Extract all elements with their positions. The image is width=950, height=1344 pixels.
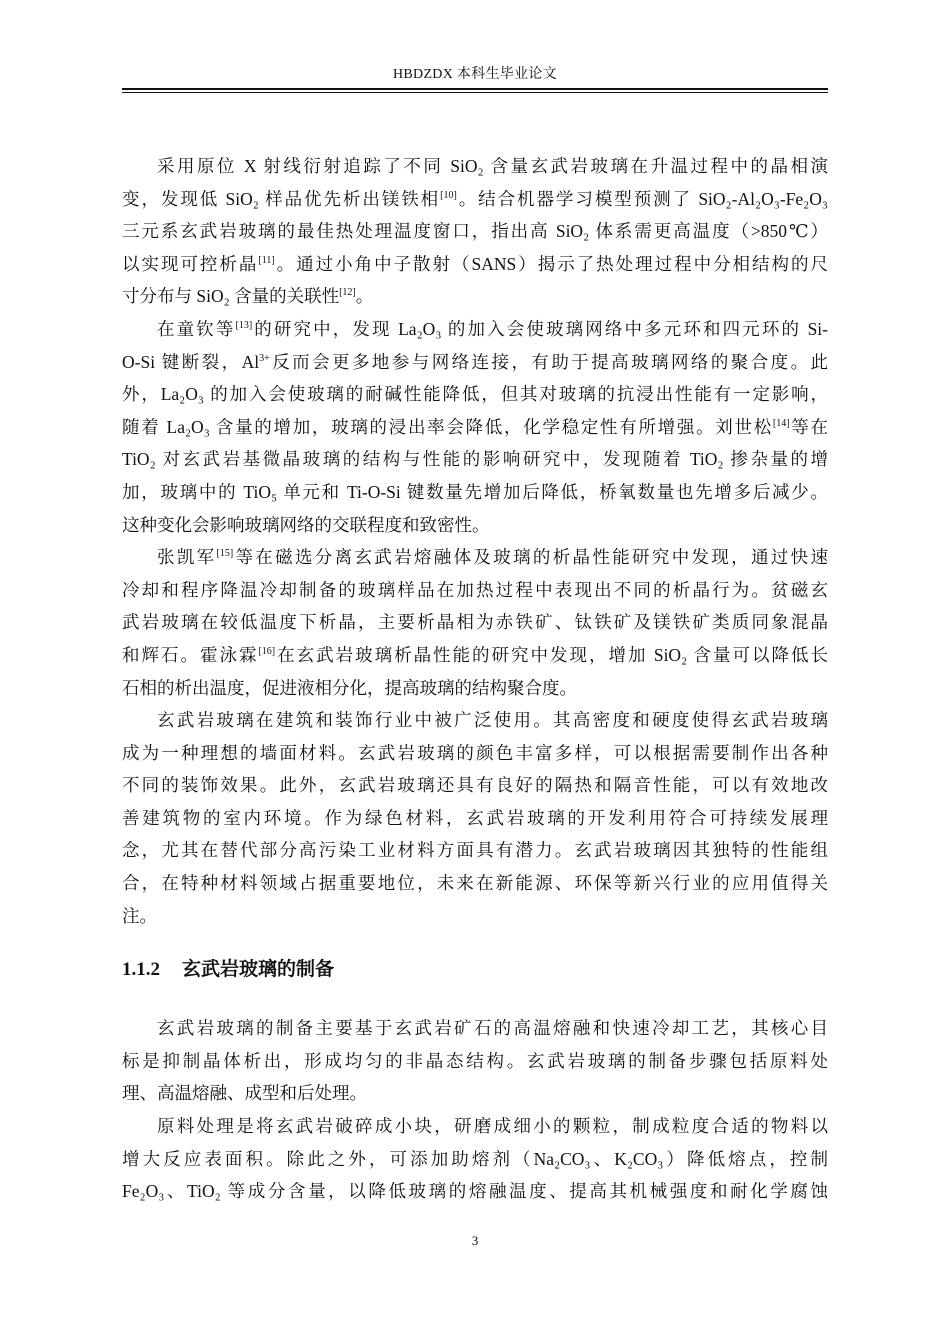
text-line: 理、高温熔融、成型和后处理。 (122, 1083, 367, 1104)
text-line: 随着 La₂O₃ 含量的增加，玻璃的浸出率会降低，化学稳定性有所增强。刘世松[14]等在 (122, 416, 829, 437)
paragraph (122, 704, 828, 932)
text-line: 原料处理是将玄武岩破碎成小块，研磨成细小的颗粒，制成粒度合适的物料以 (157, 1116, 828, 1137)
paragraph (122, 150, 828, 313)
text-line: 善建筑物的室内环境。作为绿色材料，玄武岩玻璃的开发利用符合可持续发展理 (122, 807, 828, 828)
text-line: 玄武岩玻璃在建筑和装饰行业中被广泛使用。其高密度和硬度使得玄武岩玻璃 (157, 710, 828, 731)
text-line: 以实现可控析晶[11]。通过小角中子散射（SANS）揭示了热处理过程中分相结构的尺 (122, 253, 828, 274)
text-line: 冷却和程序降温冷却制备的玻璃样品在加热过程中表现出不同的析晶行为。贫磁玄 (122, 579, 828, 600)
text-line: 张凯军[15]等在磁选分离玄武岩熔融体及玻璃的析晶性能研究中发现，通过快速 (157, 547, 828, 568)
text-line: 不同的装饰效果。此外，玄武岩玻璃还具有良好的隔热和隔音性能，可以有效地改 (122, 775, 828, 796)
text-line: 在童钦等[13]的研究中，发现 La₂O₃ 的加入会使玻璃网络中多元环和四元环的 Si- (157, 318, 829, 339)
text-line: 增大反应表面积。除此之外，可添加助熔剂（Na₂CO₃、K₂CO₃）降低熔点，控制 (122, 1148, 828, 1169)
text-line: 石相的析出温度，促进液相分化，提高玻璃的结构聚合度。 (122, 677, 577, 698)
page-number: 3 (471, 1233, 479, 1248)
text-line: 念，尤其在替代部分高污染工业材料方面具有潜力。玄武岩玻璃因其独特的性能组 (122, 840, 828, 861)
header-rule-thick (122, 88, 828, 90)
text-line: 标是抑制晶体析出，形成均匀的非晶态结构。玄武岩玻璃的制备步骤包括原料处 (122, 1050, 828, 1071)
paragraph (122, 1110, 828, 1208)
text-line: 合，在特种材料领域占据重要地位，未来在新能源、环保等新兴行业的应用值得关 (122, 873, 828, 894)
text-line: 注。 (122, 905, 157, 926)
paragraph (122, 1012, 828, 1110)
text-line: 这种变化会影响玻璃网络的交联程度和致密性。 (122, 514, 490, 535)
section-heading (122, 950, 828, 990)
text-line: Fe₂O₃、TiO₂ 等成分含量，以降低玻璃的熔融温度、提高其机械强度和耐化学腐蚀 (122, 1181, 828, 1202)
text-line: TiO₂ 对玄武岩基微晶玻璃的结构与性能的影响研究中，发现随着 TiO₂ 掺杂量的增 (122, 449, 828, 470)
section-title: 玄武岩玻璃的制备 (182, 959, 335, 981)
text-line: 采用原位 X 射线衍射追踪了不同 SiO₂ 含量玄武岩玻璃在升温过程中的晶相演 (157, 156, 828, 176)
text-line: O-Si 键断裂，$Al^{3+}$反而会更多地参与网络连接，有助于提高玻璃网络的聚合度。此 (122, 351, 829, 372)
paragraph (122, 541, 828, 704)
text-line: 外，La₂O₃ 的加入会使玻璃的耐碱性能降低，但其对玻璃的抗浸出性能有一定影响， (122, 384, 828, 405)
text-line: 变，发现低 SiO₂ 样品优先析出镁铁相[10]。结合机器学习模型预测了 SiO₂-Al₂O₃-Fe₂O₃ (122, 188, 828, 209)
text-line: 寸分布与 SiO₂ 含量的关联性[12]。 (122, 286, 374, 307)
body-text (122, 150, 828, 1208)
section-number: 1.1.2 (122, 959, 160, 981)
text-line: 武岩玻璃在较低温度下析晶，主要析晶相为赤铁矿、钛铁矿及镁铁矿类质同象混晶 (122, 612, 828, 633)
running-header: HBDZDX 本科生毕业论文 (392, 67, 558, 82)
text-line: 加，玻璃中的 TiO₅ 单元和 Ti-O-Si 键数量先增加后降低，桥氧数量也先增多后减少。 (122, 481, 828, 502)
text-line: 和辉石。霍泳霖[16]在玄武岩玻璃析晶性能的研究中发现，增加 SiO₂ 含量可以降低长 (122, 644, 828, 665)
paragraph (122, 313, 828, 541)
text-line: 成为一种理想的墙面材料。玄武岩玻璃的颜色丰富多样，可以根据需要制作出各种 (122, 742, 828, 763)
text-line: 玄武岩玻璃的制备主要基于玄武岩矿石的高温熔融和快速冷却工艺，其核心目 (157, 1018, 828, 1039)
text-line: 三元系玄武岩玻璃的最佳热处理温度窗口，指出高 SiO₂ 体系需更高温度（>850℃） (122, 221, 828, 242)
header-rule-thin (122, 92, 828, 93)
